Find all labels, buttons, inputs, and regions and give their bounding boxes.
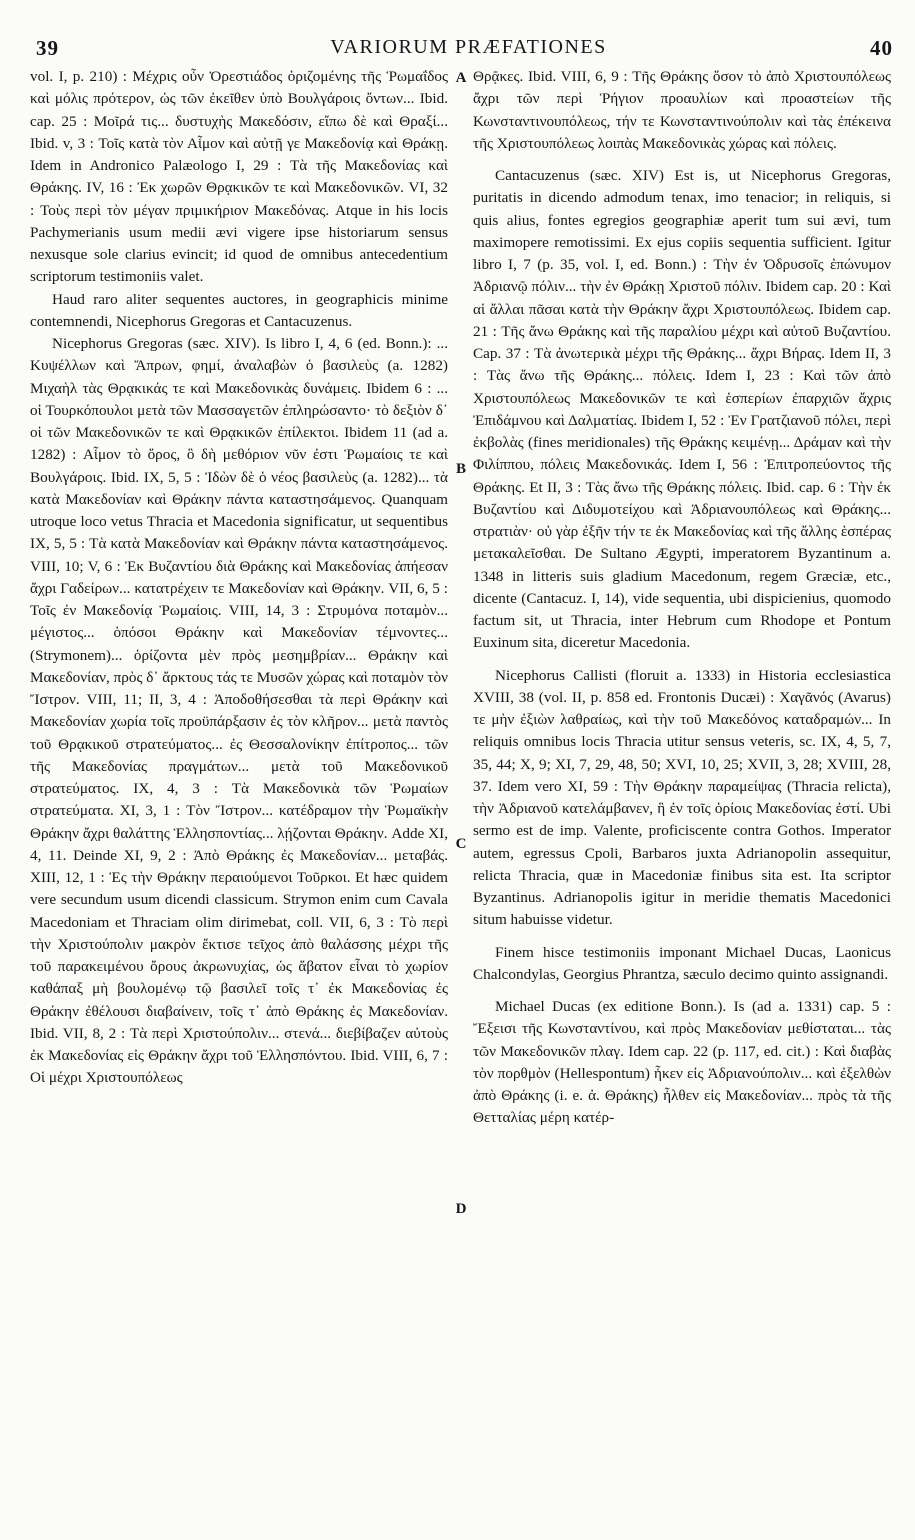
margin-letter-a: A xyxy=(455,70,467,86)
left-column xyxy=(30,66,448,1130)
margin-letter-d: D xyxy=(455,1201,467,1217)
right-paragraph-5: Michael Ducas (ex editione Bonn.). Is (ad a. 1331) cap. 5 : Ἔξεισι τῆς Κωνσταντίνου, καὶ πρὸς Μακεδονίαν μεθίσταται... τὰς τῶν Μακεδονικῶν πλαγ. Idem cap. 22 (p. 117, ed. cit.) : Καὶ διαβὰς τὸν πορθμὸν (Hellespontum) ἧκεν εἰς Ἀδριανούπολιν... καὶ ἐξελθὼν ἀπὸ Θράκης (i. e. ἀ. Θράκης) ἦλθεν εἰς Μακεδονίαν... πρὸς τὰ τῆς Θετταλίας μέρη κατέρ- xyxy=(473,998,891,1127)
page-number-right: 40 xyxy=(870,36,893,60)
page-number-left: 39 xyxy=(36,36,59,60)
right-paragraph-4: Finem hisce testimoniis imponant Michael Ducas, Laonicus Chalcondylas, Georgius Phrantza, sæculo decimo quinto assignandi. xyxy=(473,943,891,983)
right-paragraph-1: Θρᾷκες. Ibid. VIII, 6, 9 : Τῆς Θράκης ὅσον τὸ ἀπὸ Χριστουπόλεως ἄχρι τῶν περὶ Ῥήγιον προαυλίων καὶ προαστείων τῆς Κωνσταντινουπόλεως, τήν τε Κωνσταντινούπολιν καὶ τὰς ἐπέκεινα τῆς Χριστουπόλεως λοιπὰς Μακεδονικὰς χώρας καὶ πόλεις. xyxy=(473,68,891,152)
left-paragraph-2: Haud raro aliter sequentes auctores, in geographicis minime contemnendi, Nicephorus Gregoras et Cantacuzenus. xyxy=(30,290,448,330)
running-head: VARIORUM PRÆFATIONES xyxy=(330,36,607,58)
margin-letter-b: B xyxy=(455,461,466,477)
right-column xyxy=(473,66,891,1130)
margin-letter-c: C xyxy=(455,836,467,852)
left-paragraph-3: Nicephorus Gregoras (sæc. XIV). Is libro I, 4, 6 (ed. Bonn.): ... Κυψέλλων καὶ Ἄπρων, φημί, ἀναλαβὼν ὁ βασιλεὺς (a. 1282) Μιχαὴλ τὰς Θρᾳκικάς τε καὶ Μακεδονικὰς δυνάμεις. Ibidem 6 : ... οἱ Τουρκόπουλοι μετὰ τῶν Μασσαγετῶν ἐπληρώσαντο· τὸ δεξιὸν δ᾽ οἱ τῶν Μακεδονικῶν τε καὶ Θρᾳκικῶν ἐπίλεκτοι. Ibidem 11 (ad a. 1282) : Αἷμον τὸ ὄρος, ὃ δὴ μεθόριον νῦν ἐστι Ῥωμαίοις τε καὶ Βουλγάροις. Ibid. IX, 5, 5 : Ἰδὼν δὲ ὁ νέος βασιλεὺς (a. 1282)... τὰ κατὰ Μακεδονίαν καὶ Θράκην πάντα καταστησάμενος. Quanquam utroque loco vetus Thracia et Macedonia significatur, ut sequentibus IX, 5, 5 : Τὰ κατὰ Μακεδονίαν καὶ Θράκην πάντα καταστησάμενος. VIII, 10; V, 6 : Ἐκ Βυζαντίου διὰ Θράκης καὶ Μακεδονίας ἀπήεσαν ἄχρι Γαδείρων... κατατρέχειν τε Μακεδονίαν καὶ Θράκην. VII, 6, 5 : Τοῖς ἐν Μακεδονίᾳ Ῥωμαίοις. VIII, 14, 3 : Στρυμόνα ποταμὸν... μέγιστος... ὁπόσοι Θράκην καὶ Μακεδονίαν τέμνοντες... (Strymonem)... ὁρίζοντα μὲν πρὸς μεσημβρίαν... Θράκην καὶ Μακεδονίαν, πρὸς δ᾽ ἄρκτους τάς τε Μυσῶν χώρας καὶ ποταμὸν τὸν Ἴστρον. VIII, 11; II, 3, 4 : Ἀποδοθήσεσθαι τὰ περὶ Θράκην καὶ Μακεδονίαν χωρία τοῖς προϋπάρξασιν ἐς τὸν κλῆρον... μετὰ παντὸς τοῦ Θρᾳκικοῦ στρατεύματος... ἐς Θεσσαλονίκην ἐπίτροπος... τῶν τῆς Μακεδονίας πραγμάτων... μετὰ τοῦ Μακεδονικοῦ στρατεύματος. IX, 4, 3 : Τὰ Μακεδονικὰ τῶν Ῥωμαίων στρατεύματα. XI, 3, 1 : Τὸν Ἴστρον... κατέδραμον τὴν Ῥωμαϊκὴν Θράκην ἄχρι θαλάττης Ἑλλησποντίας... λῄζονται Θράκην. Adde XI, 4, 11. Deinde XI, 9, 2 : Ἀπὸ Θράκης ἐς Μακεδονίαν... μεταβάς. XIII, 12, 1 : Ἐς τὴν Θράκην περαιούμενοι Τοῦρκοι. Et hæc quidem vere secundum usum dicendi classicum. Strymon enim cum Cavala Macedoniam et Thraciam olim dirimebat, coll. VII, 6, 3 : Τὸ περὶ τὴν Χριστούπολιν μακρὸν ἔκτισε τεῖχος ἀπὸ θαλάσσης μέχρι τῆς τοῦ παρακειμένου ὄρους ἀκρωνυχίας, ὡς ἄβατον εἶναι τὸ χωρίον καθάπαξ μὴ βουλομένῳ τῷ βασιλεῖ τοῖς τ᾽ ἐκ Μακεδονίας ἐς Θράκην ἐθέλουσι διαβαίνειν, τοῖς τ᾽ ἀπὸ Θράκης ἐς Μακεδονίαν. Ibid. VII, 8, 2 : Τὰ περὶ Χριστούπολιν... στενά... διεβίβαζεν αὐτοὺς ἐκ Μακεδονίας εἰς Θράκην ἄχρι τοῦ Ἑλλησπόντου. Ibid. VIII, 6, 7 : Οἱ μέχρι Χριστουπόλεως xyxy=(30,335,448,1087)
right-paragraph-3: Nicephorus Callisti (floruit a. 1333) in Historia ecclesiastica XVIII, 38 (vol. II, p. 858 ed. Frontonis Ducæi) : Χαγᾶνός (Avarus) τε μὴν ἐξιὼν λαθραίως, καὶ τὴν τοῦ Μακεδόνος καταδραμών... In reliquis omnibus locis Thracia utitur sensus veteris, sc. IX, 4, 5, 7, 35, 44; X, 9; XI, 7, 29, 48, 50; XVI, 10, 25; XVII, 3, 28; XVIII, 28, 37. Idem vero XI, 59 : Τὴν Θράκην παραμείψας (Thracia relicta), τὴν Ἀδριανοῦ κατελάμβανεν, ἣ ἐν τοῖς ὁρίοις Μακεδονίας ἐστί. Ubi sermo est de imp. Valente, proficiscente contra Gothos. Imperator autem, egressus Cpoli, Barbaros juxta Adrianopolin assequitur, relicta Thracia, quæ in Macedoniæ finibus sita est. Ita scriptor Byzantinus. Adrianopolis igitur in meridie thematis Macedonici situm habuisse videtur. xyxy=(473,666,891,929)
two-column-body xyxy=(30,66,907,1217)
right-paragraph-2: Cantacuzenus (sæc. XIV) Est is, ut Nicephorus Gregoras, puritatis in dicendo admodum tenax, imo tenacior; in reliquis, si quis alius, fontes egregios geographiæ aperit tum sui ævi, tum maximopere remotissimi. Ex ejus copiis sequentia sufficient. Igitur libro I, 7 (p. 35, vol. I, ed. Bonn.) : Τὴν ἐν Ὀδρυσοῖς ἐπώνυμον Ἀδριανῷ πόλιν... τὴν ἐν Θράκῃ Χριστοῦ πόλιν. Ibidem cap. 20 : Καὶ αἱ ἄλλαι πᾶσαι κατὰ τὴν Θράκην ἄχρι Χριστουπόλεως. Ibidem cap. 21 : Τῆς ἄνω Θράκης καὶ τῆς παραλίου μέχρι καὶ αὐτοῦ Βυζαντίου. Cap. 37 : Τὰ ἀνωτερικὰ μέχρι τῆς Θράκης... ἄχρι Βήρας. Idem II, 3 : Τὰς ἄνω τῆς Θράκης... πόλεις. Idem I, 23 : Καὶ τῶν ἀπὸ Χριστουπόλεως Μακεδονικῶν τε καὶ ἑσπερίων ἐπαρχιῶν ἄχρις Ἐπιδάμνου καὶ Δαλματίας. Ibidem I, 52 : Ἐν Γρατζιανοῦ πόλει, περὶ ἐκβολὰς (fines meridionales) τῆς Θράκης κειμένῃ... Δράμαν καὶ τὴν Φιλίππου, πόλεις Μακεδονικάς. Idem I, 56 : Ἐπιτροπεύοντος τῆς Θράκης. Et II, 3 : Τὰς ἄνω τῆς Θράκης πόλεις. Ibid. cap. 6 : Τὴν ἐκ Βυζαντίου καὶ Διδυμοτείχου καὶ Ἀδριανουπόλεως καὶ Θράκης... στρατιὰν· οὐ γὰρ ἐξῆν τήν τε ἐκ Μακεδονίας καὶ τῆς ἄλλης ἑσπέρας μετακαλεῖσθαι. De Sultano Ægypti, imperatorem Byzantinum a. 1348 in litteris suis gladium Macedonum, regem Græciæ, etc., dicente (Cantacuz. I, 14), vide sequentia, ubi dispicienius, quomodo factum sit, ut Thracia, inter Hebrum cum Rhodope et Pontum Euxinum sita, diceretur Macedonia. xyxy=(473,167,891,652)
left-paragraph-1: vol. I, p. 210) : Μέχρις οὖν Ὀρεστιάδος ὁριζομένης τῆς Ῥωμαΐδος καὶ μόλις πρότερον, ὡς τῶν ἐκεῖθεν ὑπὸ Βουλγάροις ὄντων... Ibid. cap. 25 : Μοῖρά τις... δυστυχὴς Μακεδόσιν, εἴπω δὲ καὶ Θραξί... Ibid. v, 3 : Τοῖς κατὰ τὸν Αἷμον καὶ αὐτῇ γε Μακεδονίᾳ καὶ Θράκῃ. Idem in Andronico Palæologo I, 29 : Τὰ τῆς Μακεδονίας καὶ Θράκης. IV, 16 : Ἐκ χωρῶν Θρᾳκικῶν τε καὶ Μακεδονικῶν. VI, 32 : Τοὺς περὶ τὸν μέγαν πριμικήριον Μακεδόνας. Atque in his locis Pachymerianis usum medii ævi vigere ipse historiarum sensus nexusque sole clarius evincit; id quod de omnibus antecedentium scriptorum testimoniis valet. xyxy=(30,68,448,286)
page-header xyxy=(30,36,907,64)
